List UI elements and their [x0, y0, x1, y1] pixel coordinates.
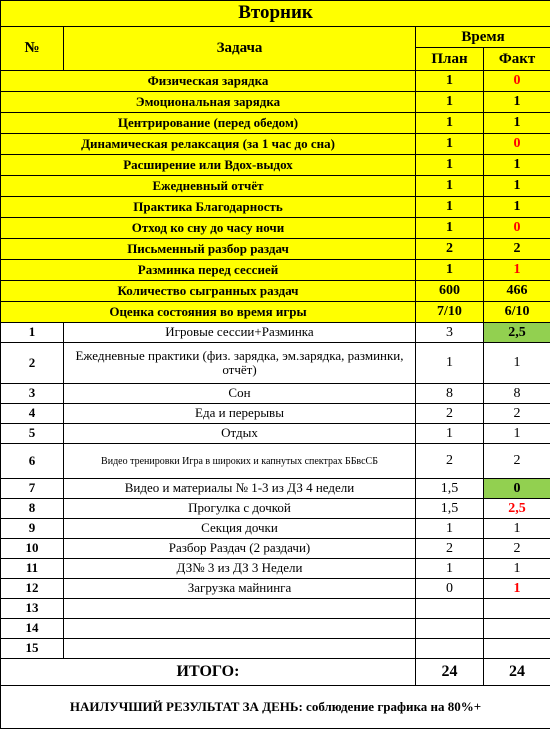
row-index: 8	[1, 499, 64, 519]
yellow-row	[1, 302, 550, 323]
row-task: Секция дочки	[64, 519, 416, 539]
row-task: Игровые сессии+Разминка	[64, 323, 416, 343]
table-row	[1, 384, 550, 404]
row-index: 9	[1, 519, 64, 539]
row-task	[64, 599, 416, 619]
yellow-fact: 0	[484, 71, 550, 92]
header-num: №	[1, 27, 64, 71]
row-index: 6	[1, 444, 64, 479]
row-plan: 1	[416, 343, 484, 384]
row-index: 13	[1, 599, 64, 619]
row-index: 10	[1, 539, 64, 559]
yellow-task: Оценка состояния во время игры	[1, 302, 416, 323]
row-fact: 1	[484, 519, 550, 539]
row-plan: 2	[416, 444, 484, 479]
yellow-fact: 1	[484, 155, 550, 176]
table-row	[1, 639, 550, 659]
row-task: ДЗ№ 3 из ДЗ 3 Недели	[64, 559, 416, 579]
row-plan: 2	[416, 539, 484, 559]
yellow-plan: 600	[416, 281, 484, 302]
footer-row	[1, 686, 550, 729]
row-fact	[484, 639, 550, 659]
yellow-row	[1, 92, 550, 113]
row-plan: 1,5	[416, 479, 484, 499]
yellow-row	[1, 197, 550, 218]
row-fact: 8	[484, 384, 550, 404]
yellow-fact: 6/10	[484, 302, 550, 323]
row-index: 4	[1, 404, 64, 424]
total-plan: 24	[416, 659, 484, 686]
table-row	[1, 519, 550, 539]
yellow-fact: 0	[484, 218, 550, 239]
yellow-task: Отход ко сну до часу ночи	[1, 218, 416, 239]
yellow-row	[1, 134, 550, 155]
row-plan: 1	[416, 424, 484, 444]
row-plan: 0	[416, 579, 484, 599]
row-index: 3	[1, 384, 64, 404]
header-task: Задача	[64, 27, 416, 71]
row-fact: 2,5	[484, 323, 550, 343]
total-fact: 24	[484, 659, 550, 686]
row-fact: 1	[484, 424, 550, 444]
table-row	[1, 599, 550, 619]
table-row	[1, 444, 550, 479]
yellow-row	[1, 260, 550, 281]
yellow-row	[1, 71, 550, 92]
row-plan: 1,5	[416, 499, 484, 519]
row-task: Видео тренировки Игра в широких и капнутых спектрах ББвсСБ	[64, 444, 416, 479]
yellow-task: Расширение или Вдох-выдох	[1, 155, 416, 176]
table-row	[1, 619, 550, 639]
row-plan: 3	[416, 323, 484, 343]
yellow-row	[1, 281, 550, 302]
row-task	[64, 639, 416, 659]
row-fact: 2	[484, 444, 550, 479]
yellow-task: Количество сыгранных раздач	[1, 281, 416, 302]
table-row	[1, 404, 550, 424]
yellow-task: Практика Благодарность	[1, 197, 416, 218]
row-fact: 2	[484, 404, 550, 424]
yellow-fact: 2	[484, 239, 550, 260]
row-fact: 1	[484, 579, 550, 599]
row-fact: 0	[484, 479, 550, 499]
yellow-plan: 1	[416, 260, 484, 281]
yellow-task: Центрирование (перед обедом)	[1, 113, 416, 134]
yellow-plan: 1	[416, 176, 484, 197]
yellow-task: Разминка перед сессией	[1, 260, 416, 281]
total-label: ИТОГО:	[1, 659, 416, 686]
table-row	[1, 479, 550, 499]
yellow-plan: 1	[416, 197, 484, 218]
table-row	[1, 539, 550, 559]
yellow-row	[1, 113, 550, 134]
yellow-row	[1, 176, 550, 197]
row-task	[64, 619, 416, 639]
row-task: Сон	[64, 384, 416, 404]
table-row	[1, 343, 550, 384]
yellow-task: Динамическая релаксация (за 1 час до сна)	[1, 134, 416, 155]
day-title: Вторник	[1, 1, 550, 27]
row-plan	[416, 639, 484, 659]
row-task: Ежедневные практики (физ. зарядка, эм.зарядка, разминки, отчёт)	[64, 343, 416, 384]
row-fact: 1	[484, 559, 550, 579]
footer-note: НАИЛУЧШИЙ РЕЗУЛЬТАТ ЗА ДЕНЬ: соблюдение графика на 80%+	[1, 686, 550, 729]
row-index: 11	[1, 559, 64, 579]
yellow-plan: 1	[416, 155, 484, 176]
yellow-plan: 1	[416, 113, 484, 134]
yellow-fact: 1	[484, 92, 550, 113]
table-row	[1, 424, 550, 444]
table-row	[1, 559, 550, 579]
row-plan: 2	[416, 404, 484, 424]
yellow-row	[1, 155, 550, 176]
row-task: Разбор Раздач (2 раздачи)	[64, 539, 416, 559]
yellow-fact: 0	[484, 134, 550, 155]
yellow-plan: 1	[416, 92, 484, 113]
row-fact	[484, 619, 550, 639]
yellow-fact: 1	[484, 176, 550, 197]
yellow-fact: 1	[484, 113, 550, 134]
row-task: Отдых	[64, 424, 416, 444]
yellow-task: Ежедневный отчёт	[1, 176, 416, 197]
yellow-row	[1, 218, 550, 239]
row-task: Загрузка майнинга	[64, 579, 416, 599]
row-plan: 1	[416, 559, 484, 579]
table-row	[1, 579, 550, 599]
yellow-fact: 1	[484, 260, 550, 281]
row-index: 1	[1, 323, 64, 343]
row-plan: 1	[416, 519, 484, 539]
row-task: Видео и материалы № 1-3 из ДЗ 4 недели	[64, 479, 416, 499]
row-fact: 2,5	[484, 499, 550, 519]
yellow-task: Письменный разбор раздач	[1, 239, 416, 260]
header-fact: Факт	[484, 48, 550, 71]
row-fact: 2	[484, 539, 550, 559]
row-task: Прогулка с дочкой	[64, 499, 416, 519]
row-index: 5	[1, 424, 64, 444]
yellow-row	[1, 239, 550, 260]
yellow-plan: 1	[416, 71, 484, 92]
yellow-task: Физическая зарядка	[1, 71, 416, 92]
yellow-plan: 2	[416, 239, 484, 260]
yellow-plan: 1	[416, 218, 484, 239]
header-plan: План	[416, 48, 484, 71]
row-plan	[416, 619, 484, 639]
yellow-fact: 1	[484, 197, 550, 218]
table-row	[1, 323, 550, 343]
row-index: 12	[1, 579, 64, 599]
row-fact: 1	[484, 343, 550, 384]
row-plan	[416, 599, 484, 619]
row-plan: 8	[416, 384, 484, 404]
table-row	[1, 499, 550, 519]
row-index: 2	[1, 343, 64, 384]
yellow-fact: 466	[484, 281, 550, 302]
total-row	[1, 659, 550, 686]
yellow-plan: 7/10	[416, 302, 484, 323]
row-index: 15	[1, 639, 64, 659]
row-task: Еда и перерывы	[64, 404, 416, 424]
yellow-plan: 1	[416, 134, 484, 155]
yellow-task: Эмоциональная зарядка	[1, 92, 416, 113]
row-index: 14	[1, 619, 64, 639]
header-time: Время	[416, 27, 550, 48]
row-index: 7	[1, 479, 64, 499]
row-fact	[484, 599, 550, 619]
